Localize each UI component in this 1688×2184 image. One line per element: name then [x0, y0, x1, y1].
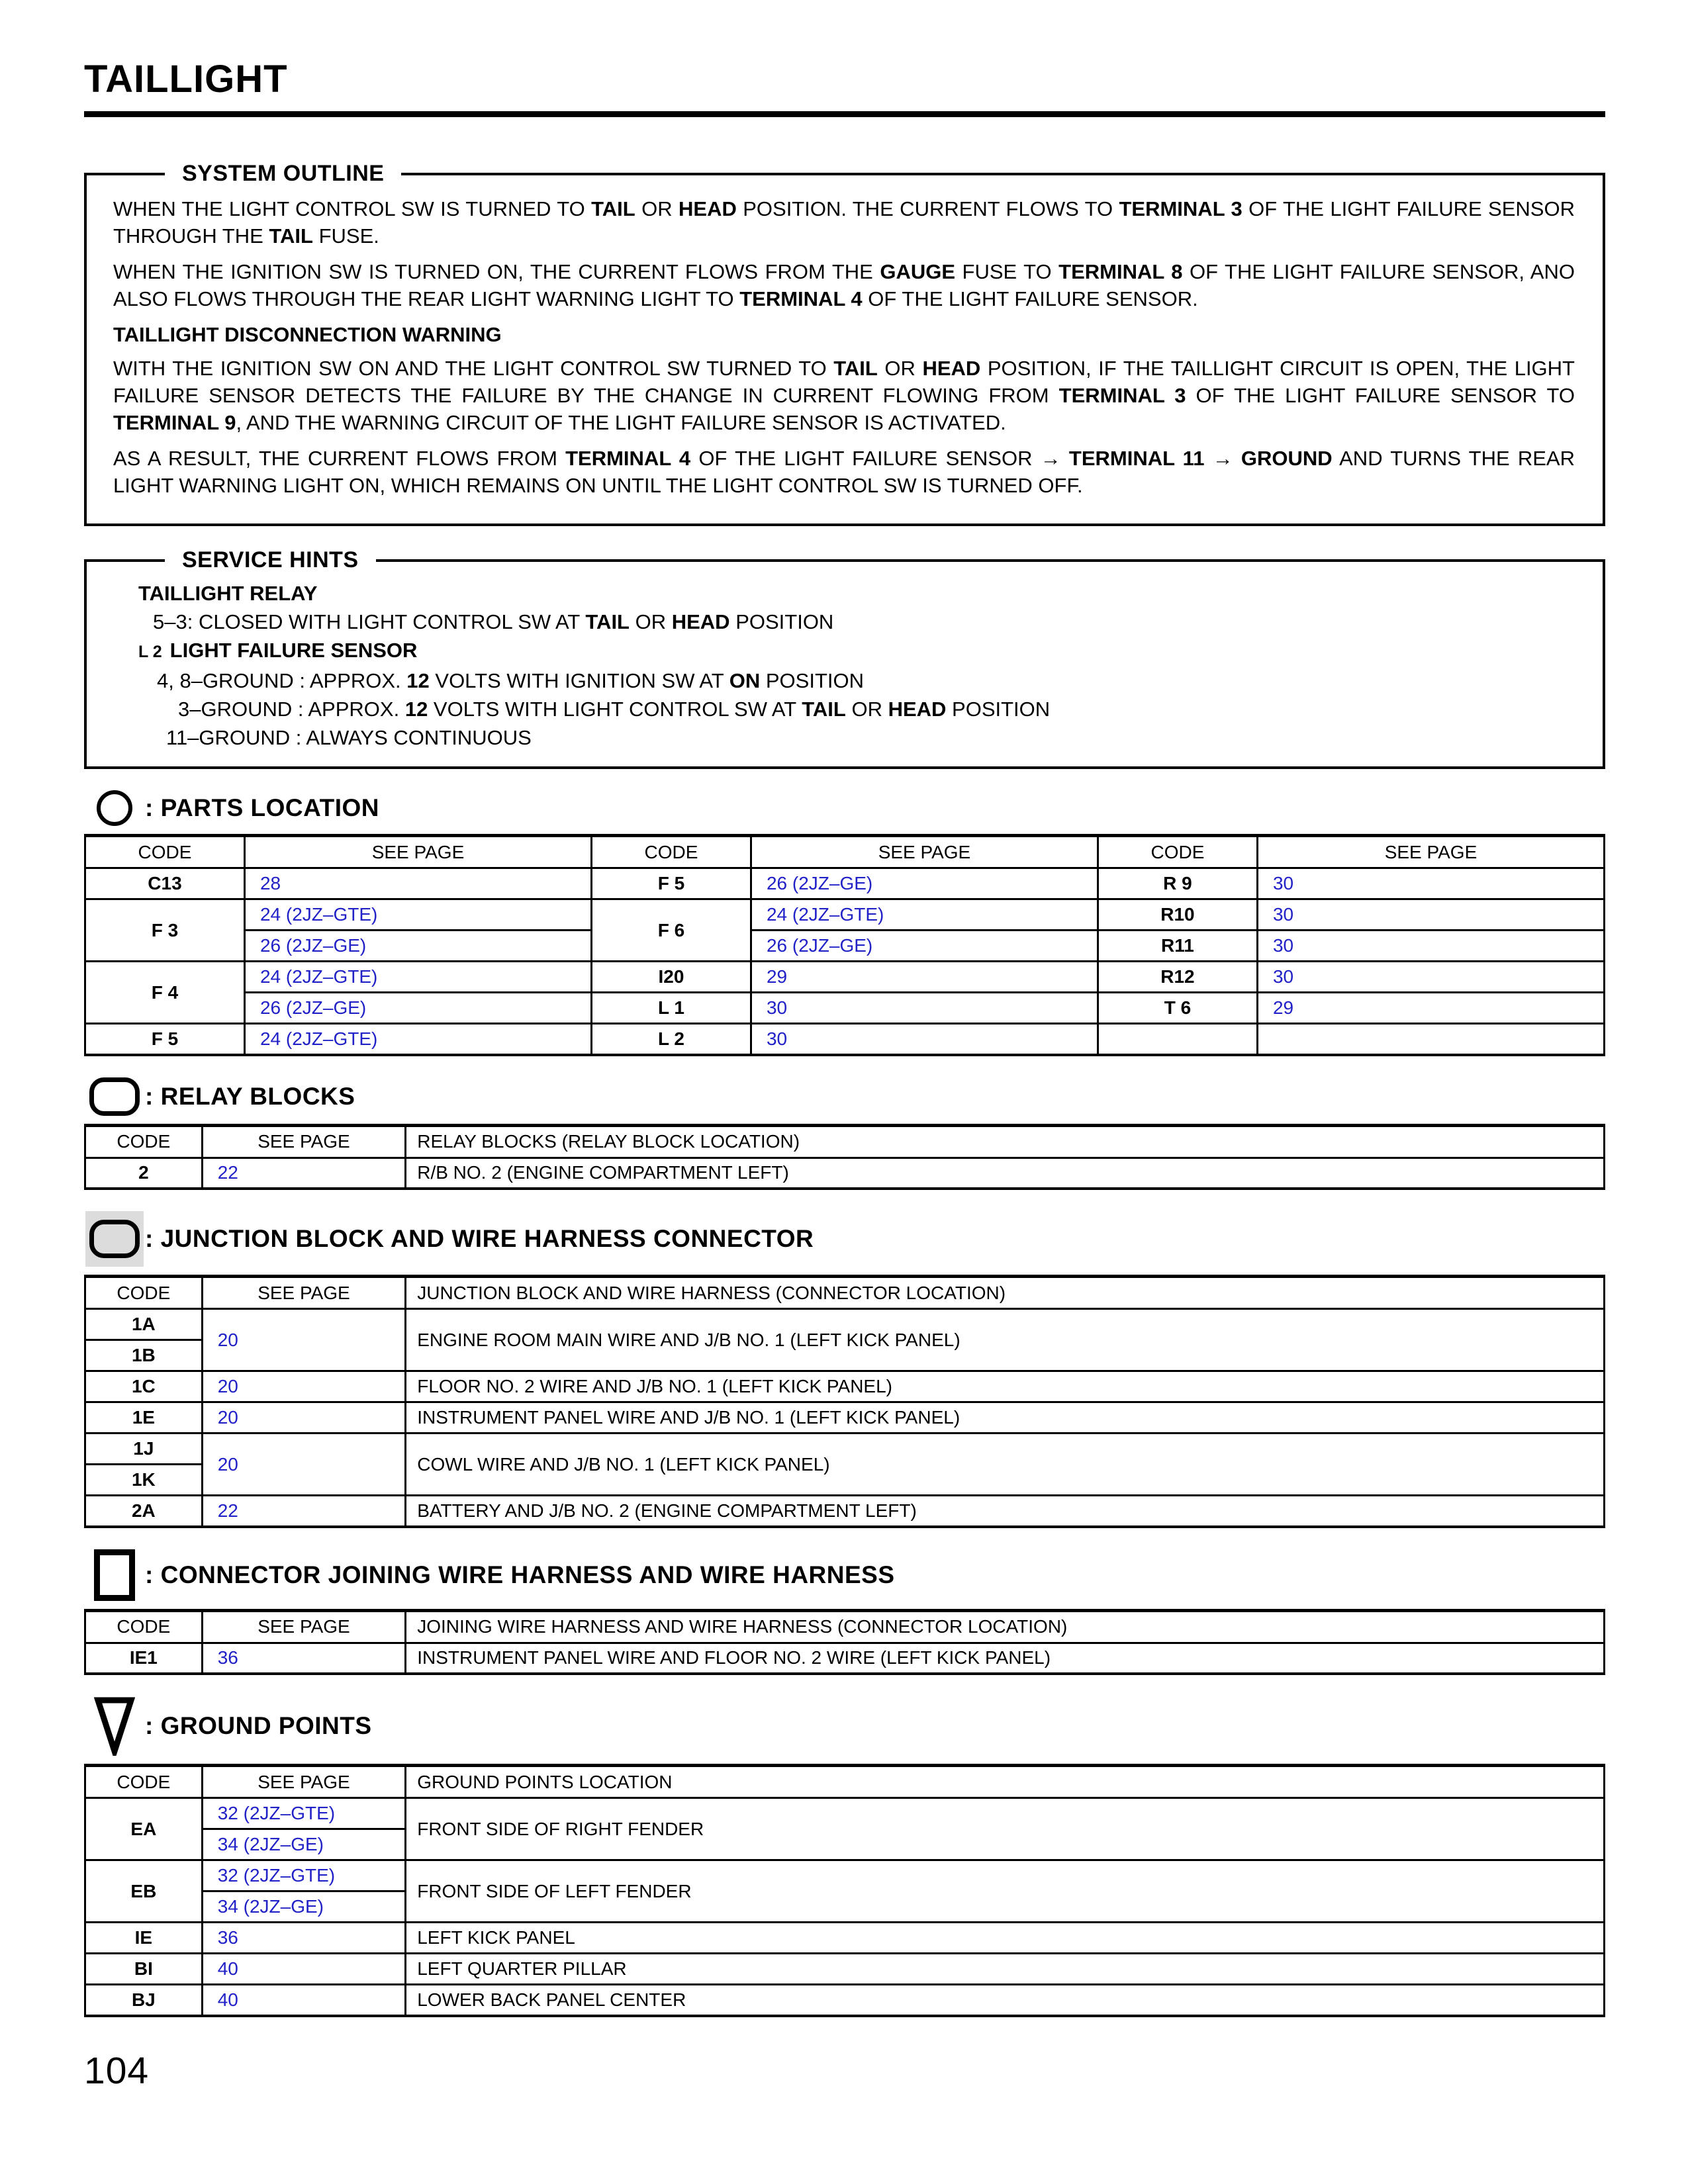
code-cell — [1098, 1024, 1257, 1055]
see-page-cell: 20 — [202, 1309, 406, 1371]
service-hint-line: 4, 8–GROUND : APPROX. 12 VOLTS WITH IGNITION SW AT ON POSITION — [157, 669, 864, 692]
see-page-cell: 22 — [202, 1158, 406, 1189]
page-number: 104 — [84, 2050, 150, 2092]
table-header-row — [85, 1277, 1605, 1309]
system-outline-label: SYSTEM OUTLINE — [165, 161, 401, 187]
see-page-cell: 40 — [202, 1985, 406, 2016]
table-row — [85, 868, 1605, 899]
see-page-cell: 29 — [751, 962, 1098, 993]
column-header: CODE — [85, 1610, 203, 1643]
service-hints-box — [84, 547, 1605, 769]
parts-location-table — [84, 834, 1605, 1056]
column-header: JOINING WIRE HARNESS AND WIRE HARNESS (CONNECTOR LOCATION) — [406, 1610, 1605, 1643]
code-cell: IE — [85, 1923, 203, 1954]
column-header: SEE PAGE — [751, 836, 1098, 868]
outline-paragraph: AS A RESULT, THE CURRENT FLOWS FROM TERMINAL 4 OF THE LIGHT FAILURE SENSOR → TERMINAL 11 → GROUND AND TURNS THE REAR LIGHT WARNING LIGHT ON, WHICH REMAINS ON UNTIL THE LIGHT CONTROL SW IS TURNED OFF. — [113, 447, 1575, 497]
outline-paragraph: WITH THE IGNITION SW ON AND THE LIGHT CONTROL SW TURNED TO TAIL OR HEAD POSITION, IF THE TAILLIGHT CIRCUIT IS OPEN, THE LIGHT FAILURE SENSOR DETECTS THE FAILURE BY THE CHANGE IN CURRENT FLOWING FROM TERMINAL 3 OF THE LIGHT FAILURE SENSOR TO TERMINAL 9, AND THE WARNING CIRCUIT OF THE LIGHT FAILURE SENSOR IS ACTIVATED. — [113, 357, 1575, 434]
see-page-cell: 36 — [202, 1923, 406, 1954]
location-cell: LEFT QUARTER PILLAR — [406, 1954, 1605, 1985]
code-cell: L 2 — [591, 1024, 751, 1055]
table-row — [85, 1402, 1605, 1433]
column-header: CODE — [85, 1125, 203, 1158]
section-header-ground-points — [84, 1696, 1605, 1756]
see-page-cell: 26 (2JZ–GE) — [751, 931, 1098, 962]
column-header: JUNCTION BLOCK AND WIRE HARNESS (CONNECTOR LOCATION) — [406, 1277, 1605, 1309]
table-row — [85, 993, 1605, 1024]
code-cell: F 5 — [85, 1024, 245, 1055]
section-header-connector-joining — [84, 1549, 1605, 1601]
location-cell: BATTERY AND J/B NO. 2 (ENGINE COMPARTMENT LEFT) — [406, 1496, 1605, 1527]
service-hint-line: TAILLIGHT RELAY — [138, 582, 318, 605]
code-cell: BJ — [85, 1985, 203, 2016]
see-page-cell: 20 — [202, 1371, 406, 1402]
location-cell: FLOOR NO. 2 WIRE AND J/B NO. 1 (LEFT KICK PANEL) — [406, 1371, 1605, 1402]
table-row — [85, 1643, 1605, 1674]
see-page-cell: 30 — [1257, 899, 1604, 931]
section-title-junction-block: : JUNCTION BLOCK AND WIRE HARNESS CONNECTOR — [145, 1225, 814, 1252]
code-cell: 1E — [85, 1402, 203, 1433]
see-page-cell: 24 (2JZ–GTE) — [244, 962, 591, 993]
table-row — [85, 1798, 1605, 1829]
column-header: CODE — [1098, 836, 1257, 868]
see-page-cell: 34 (2JZ–GE) — [202, 1829, 406, 1860]
location-cell: INSTRUMENT PANEL WIRE AND J/B NO. 1 (LEFT KICK PANEL) — [406, 1402, 1605, 1433]
code-cell: 1A — [85, 1309, 203, 1340]
table-row — [85, 1954, 1605, 1985]
service-hints-label: SERVICE HINTS — [165, 547, 376, 573]
see-page-cell: 24 (2JZ–GTE) — [751, 899, 1098, 931]
service-hints-body — [113, 579, 1575, 752]
table-header-row — [85, 836, 1605, 868]
code-cell: 1K — [85, 1465, 203, 1496]
service-hint-line: 5–3: CLOSED WITH LIGHT CONTROL SW AT TAIL OR HEAD POSITION — [153, 610, 834, 633]
column-header: SEE PAGE — [202, 1610, 406, 1643]
code-cell: 1J — [85, 1433, 203, 1465]
code-cell: T 6 — [1098, 993, 1257, 1024]
relay-block-icon — [89, 1077, 140, 1116]
column-header: SEE PAGE — [1257, 836, 1604, 868]
see-page-cell: 30 — [1257, 931, 1604, 962]
code-cell: C13 — [85, 868, 245, 899]
system-outline-box — [84, 161, 1605, 526]
code-cell: R11 — [1098, 931, 1257, 962]
location-cell: FRONT SIDE OF RIGHT FENDER — [406, 1798, 1605, 1860]
see-page-cell: 30 — [751, 1024, 1098, 1055]
column-header: CODE — [85, 1277, 203, 1309]
see-page-cell — [1257, 1024, 1604, 1055]
see-page-cell: 32 (2JZ–GTE) — [202, 1798, 406, 1829]
column-header: SEE PAGE — [202, 1766, 406, 1798]
see-page-cell: 24 (2JZ–GTE) — [244, 1024, 591, 1055]
junction-block-stadium-icon — [89, 1220, 140, 1258]
location-cell: LEFT KICK PANEL — [406, 1923, 1605, 1954]
table-row — [85, 1860, 1605, 1891]
see-page-cell: 24 (2JZ–GTE) — [244, 899, 591, 931]
see-page-cell: 30 — [1257, 962, 1604, 993]
location-cell: INSTRUMENT PANEL WIRE AND FLOOR NO. 2 WIRE (LEFT KICK PANEL) — [406, 1643, 1605, 1674]
code-cell: BI — [85, 1954, 203, 1985]
section-title-relay-blocks: : RELAY BLOCKS — [145, 1082, 355, 1110]
parts-location-circle-icon — [97, 790, 132, 826]
location-cell: COWL WIRE AND J/B NO. 1 (LEFT KICK PANEL) — [406, 1433, 1605, 1496]
see-page-cell: 32 (2JZ–GTE) — [202, 1860, 406, 1891]
column-header: CODE — [85, 836, 245, 868]
service-hint-line: 3–GROUND : APPROX. 12 VOLTS WITH LIGHT CONTROL SW AT TAIL OR HEAD POSITION — [178, 698, 1051, 721]
code-cell: F 6 — [591, 899, 751, 962]
connector-joining-table — [84, 1609, 1605, 1676]
table-row — [85, 1923, 1605, 1954]
column-header: SEE PAGE — [202, 1125, 406, 1158]
code-cell: 2 — [85, 1158, 203, 1189]
see-page-cell: 26 (2JZ–GE) — [751, 868, 1098, 899]
code-cell: F 3 — [85, 899, 245, 962]
code-cell: R10 — [1098, 899, 1257, 931]
table-header-row — [85, 1766, 1605, 1798]
code-cell: R 9 — [1098, 868, 1257, 899]
see-page-cell: 28 — [244, 868, 591, 899]
outline-paragraph: WHEN THE LIGHT CONTROL SW IS TURNED TO TAIL OR HEAD POSITION. THE CURRENT FLOWS TO TERMINAL 3 OF THE LIGHT FAILURE SENSOR THROUGH THE TAIL FUSE. — [113, 197, 1575, 248]
table-row — [85, 1158, 1605, 1189]
column-header: SEE PAGE — [202, 1277, 406, 1309]
see-page-cell: 26 (2JZ–GE) — [244, 931, 591, 962]
column-header: GROUND POINTS LOCATION — [406, 1766, 1605, 1798]
outline-paragraph: WHEN THE IGNITION SW IS TURNED ON, THE CURRENT FLOWS FROM THE GAUGE FUSE TO TERMINAL 8 OF THE LIGHT FAILURE SENSOR, ANO ALSO FLOWS THROUGH THE REAR LIGHT WARNING LIGHT TO TERMINAL 4 OF THE LIGHT FAILURE SENSOR. — [113, 260, 1575, 310]
location-cell: R/B NO. 2 (ENGINE COMPARTMENT LEFT) — [406, 1158, 1605, 1189]
table-row — [85, 1433, 1605, 1465]
page-title: TAILLIGHT — [84, 58, 288, 101]
table-row — [85, 1309, 1605, 1340]
see-page-cell: 30 — [751, 993, 1098, 1024]
see-page-cell: 20 — [202, 1402, 406, 1433]
see-page-cell: 34 (2JZ–GE) — [202, 1891, 406, 1923]
location-cell: FRONT SIDE OF LEFT FENDER — [406, 1860, 1605, 1923]
table-row — [85, 962, 1605, 993]
code-cell: EB — [85, 1860, 203, 1923]
location-cell: LOWER BACK PANEL CENTER — [406, 1985, 1605, 2016]
see-page-cell: 26 (2JZ–GE) — [244, 993, 591, 1024]
table-row — [85, 899, 1605, 931]
system-outline-body — [113, 195, 1575, 499]
column-header: RELAY BLOCKS (RELAY BLOCK LOCATION) — [406, 1125, 1605, 1158]
code-cell: EA — [85, 1798, 203, 1860]
junction-block-icon — [85, 1211, 144, 1267]
table-row — [85, 1496, 1605, 1527]
column-header: SEE PAGE — [244, 836, 591, 868]
section-title-ground-points: : GROUND POINTS — [145, 1712, 372, 1739]
section-header-parts-location — [84, 790, 1605, 826]
code-cell: 1B — [85, 1340, 203, 1371]
see-page-cell: 20 — [202, 1433, 406, 1496]
service-hint-line: L 2 LIGHT FAILURE SENSOR — [138, 639, 418, 662]
table-header-row — [85, 1610, 1605, 1643]
table-row — [85, 1024, 1605, 1055]
code-cell: IE1 — [85, 1643, 203, 1674]
title-rule — [84, 111, 1605, 117]
junction-block-table — [84, 1275, 1605, 1528]
section-title-connector-joining: : CONNECTOR JOINING WIRE HARNESS AND WIRE HARNESS — [145, 1561, 895, 1588]
code-cell: F 4 — [85, 962, 245, 1024]
code-cell: F 5 — [591, 868, 751, 899]
see-page-cell: 22 — [202, 1496, 406, 1527]
see-page-cell: 29 — [1257, 993, 1604, 1024]
code-cell: 2A — [85, 1496, 203, 1527]
code-cell: 1C — [85, 1371, 203, 1402]
column-header: CODE — [591, 836, 751, 868]
service-hint-line: 11–GROUND : ALWAYS CONTINUOUS — [166, 726, 532, 749]
ground-points-table — [84, 1764, 1605, 2017]
section-header-junction-block — [84, 1211, 1605, 1267]
code-cell: I20 — [591, 962, 751, 993]
code-cell: R12 — [1098, 962, 1257, 993]
ground-point-icon — [94, 1696, 135, 1756]
see-page-cell: 36 — [202, 1643, 406, 1674]
outline-subheading: TAILLIGHT DISCONNECTION WARNING — [113, 323, 502, 346]
column-header: CODE — [85, 1766, 203, 1798]
table-row — [85, 1371, 1605, 1402]
location-cell: ENGINE ROOM MAIN WIRE AND J/B NO. 1 (LEFT KICK PANEL) — [406, 1309, 1605, 1371]
table-row — [85, 1985, 1605, 2016]
relay-blocks-table — [84, 1124, 1605, 1191]
connector-joining-icon — [94, 1549, 135, 1601]
see-page-cell: 40 — [202, 1954, 406, 1985]
code-cell: L 1 — [591, 993, 751, 1024]
table-row — [85, 931, 1605, 962]
section-title-parts-location: : PARTS LOCATION — [145, 794, 379, 821]
table-header-row — [85, 1125, 1605, 1158]
section-header-relay-blocks — [84, 1077, 1605, 1116]
see-page-cell: 30 — [1257, 868, 1604, 899]
